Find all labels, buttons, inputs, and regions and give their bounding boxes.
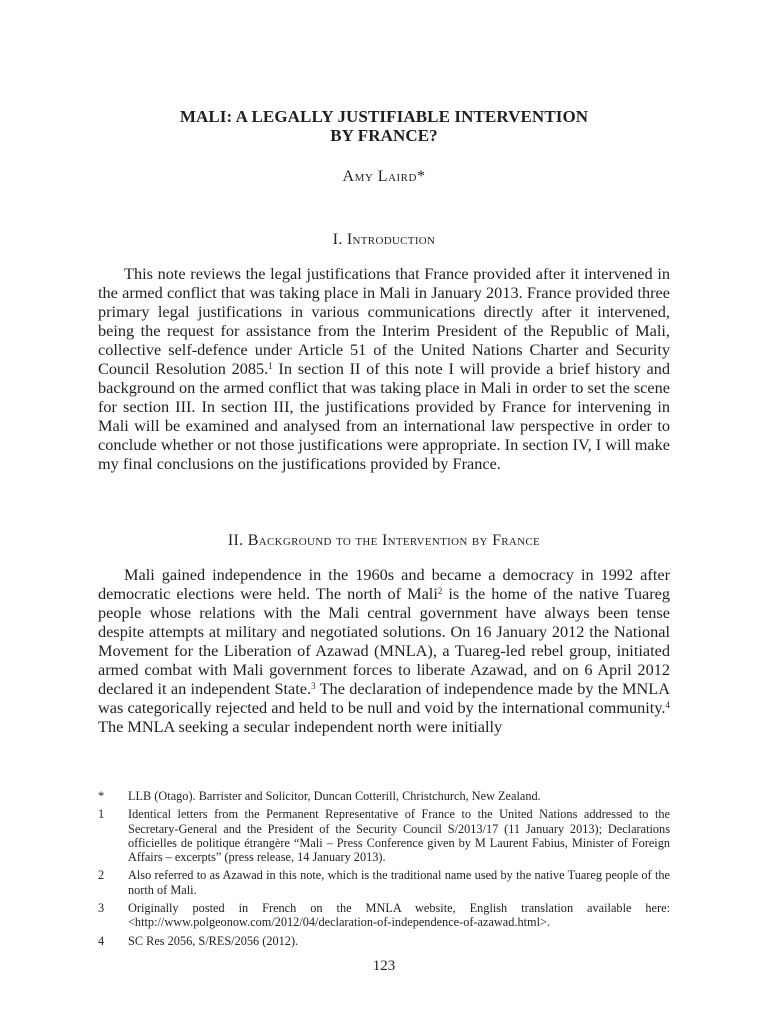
section-heading-introduction: I. Introduction bbox=[332, 231, 436, 248]
footnote-item bbox=[98, 868, 670, 897]
para1-text-a: This note reviews the legal justifications that France provided after it intervened in the armed conflict that was taking place in Mali in January 2013. France provided three primary legal justifications in various communications directly after it intervened, being the request for assistance from the Interim President of the Republic of Mali, collective self-defence under Article 51 of the United Nations Charter and Security Council Resolution 2085. bbox=[98, 264, 670, 378]
footnote-text[interactable]: Originally posted in French on the MNLA website, English translation available here: <http://www.polgeonow.com/2012/04/declaration-of-independence-of-azawad.html>. bbox=[128, 901, 670, 930]
footnote-text: LLB (Otago). Barrister and Solicitor, Duncan Cotterill, Christchurch, New Zealand. bbox=[128, 789, 541, 803]
title-line-1: MALI: A LEGALLY JUSTIFIABLE INTERVENTION bbox=[179, 107, 589, 126]
introduction-paragraph bbox=[98, 264, 670, 473]
para2-text-b: is the home of the native Tuareg people whose relations with the Mali central government have always been tense despite attempts at military and negotiated solutions. On 16 January 2012 the National Movement for the Liberation of Azawad (MNLA), a Tuareg-led rebel group, initiated armed combat with Mali government forces to liberate Azawad, and on 6 April 2012 declared it an independent State. bbox=[98, 584, 670, 698]
footnote-item bbox=[98, 789, 670, 803]
section-heading-background: II. Background to the Intervention by France bbox=[227, 532, 541, 549]
footnote-mark: 4 bbox=[98, 933, 105, 948]
background-paragraph bbox=[98, 565, 670, 736]
article-title bbox=[98, 107, 670, 145]
author-line bbox=[98, 168, 670, 186]
footnote-mark: 2 bbox=[98, 868, 105, 883]
para1-text-b: In section II of this note I will provide a brief history and background on the armed conflict that was taking place in Mali in order to set the scene for section III. In section III, the justifications provided by France for intervening in Mali will be examined and analysed from an international law perspective in order to conclude whether or not those justifications were appropriate. In section IV, I will make my final conclusions on the justifications provided by France. bbox=[98, 359, 670, 473]
title-line-2: BY FRANCE? bbox=[330, 126, 438, 145]
footnote-ref-1[interactable]: 1 bbox=[268, 361, 273, 371]
footnote-text: SC Res 2056, S/RES/2056 (2012). bbox=[128, 933, 299, 948]
author-name: Amy Laird bbox=[342, 168, 417, 185]
footnote-ref-2[interactable]: 2 bbox=[437, 586, 443, 596]
footnote-text: Identical letters from the Permanent Representative of France to the United Nations addressed to the Secretary-General and the President of the Security Council S/2013/17 (11 January 2013); Declarations officielles de politique étrangère “Mali – Press Conference given by M Laurent Fabius, Minister of Foreign Affairs – excerpts” (press release, 14 January 2013). bbox=[128, 807, 670, 865]
page-number: 123 bbox=[372, 958, 396, 974]
document-page bbox=[98, 0, 670, 1024]
footnote-item bbox=[98, 934, 670, 948]
author-footnote-mark: * bbox=[416, 168, 426, 185]
footnotes bbox=[98, 789, 670, 952]
footnote-mark: 1 bbox=[98, 807, 105, 822]
footnote-item bbox=[98, 901, 670, 930]
para2-text-d: The MNLA seeking a secular independent north were initially bbox=[98, 717, 503, 736]
para2-text-c: The declaration of independence made by the MNLA was categorically rejected and held to be null and void by the international community. bbox=[98, 679, 670, 717]
footnote-ref-3[interactable]: 3 bbox=[311, 681, 316, 691]
para2-text-a: Mali gained independence in the 1960s and became a democracy in 1992 after democratic elections were held. The north of Mali bbox=[98, 565, 670, 603]
footnote-ref-4[interactable]: 4 bbox=[665, 700, 670, 710]
footnote-item bbox=[98, 807, 670, 864]
footnote-text: Also referred to as Azawad in this note, which is the traditional name used by the native Tuareg people of the north of Mali. bbox=[128, 868, 670, 897]
footnote-mark: * bbox=[98, 789, 105, 803]
footnote-mark: 3 bbox=[98, 901, 105, 916]
